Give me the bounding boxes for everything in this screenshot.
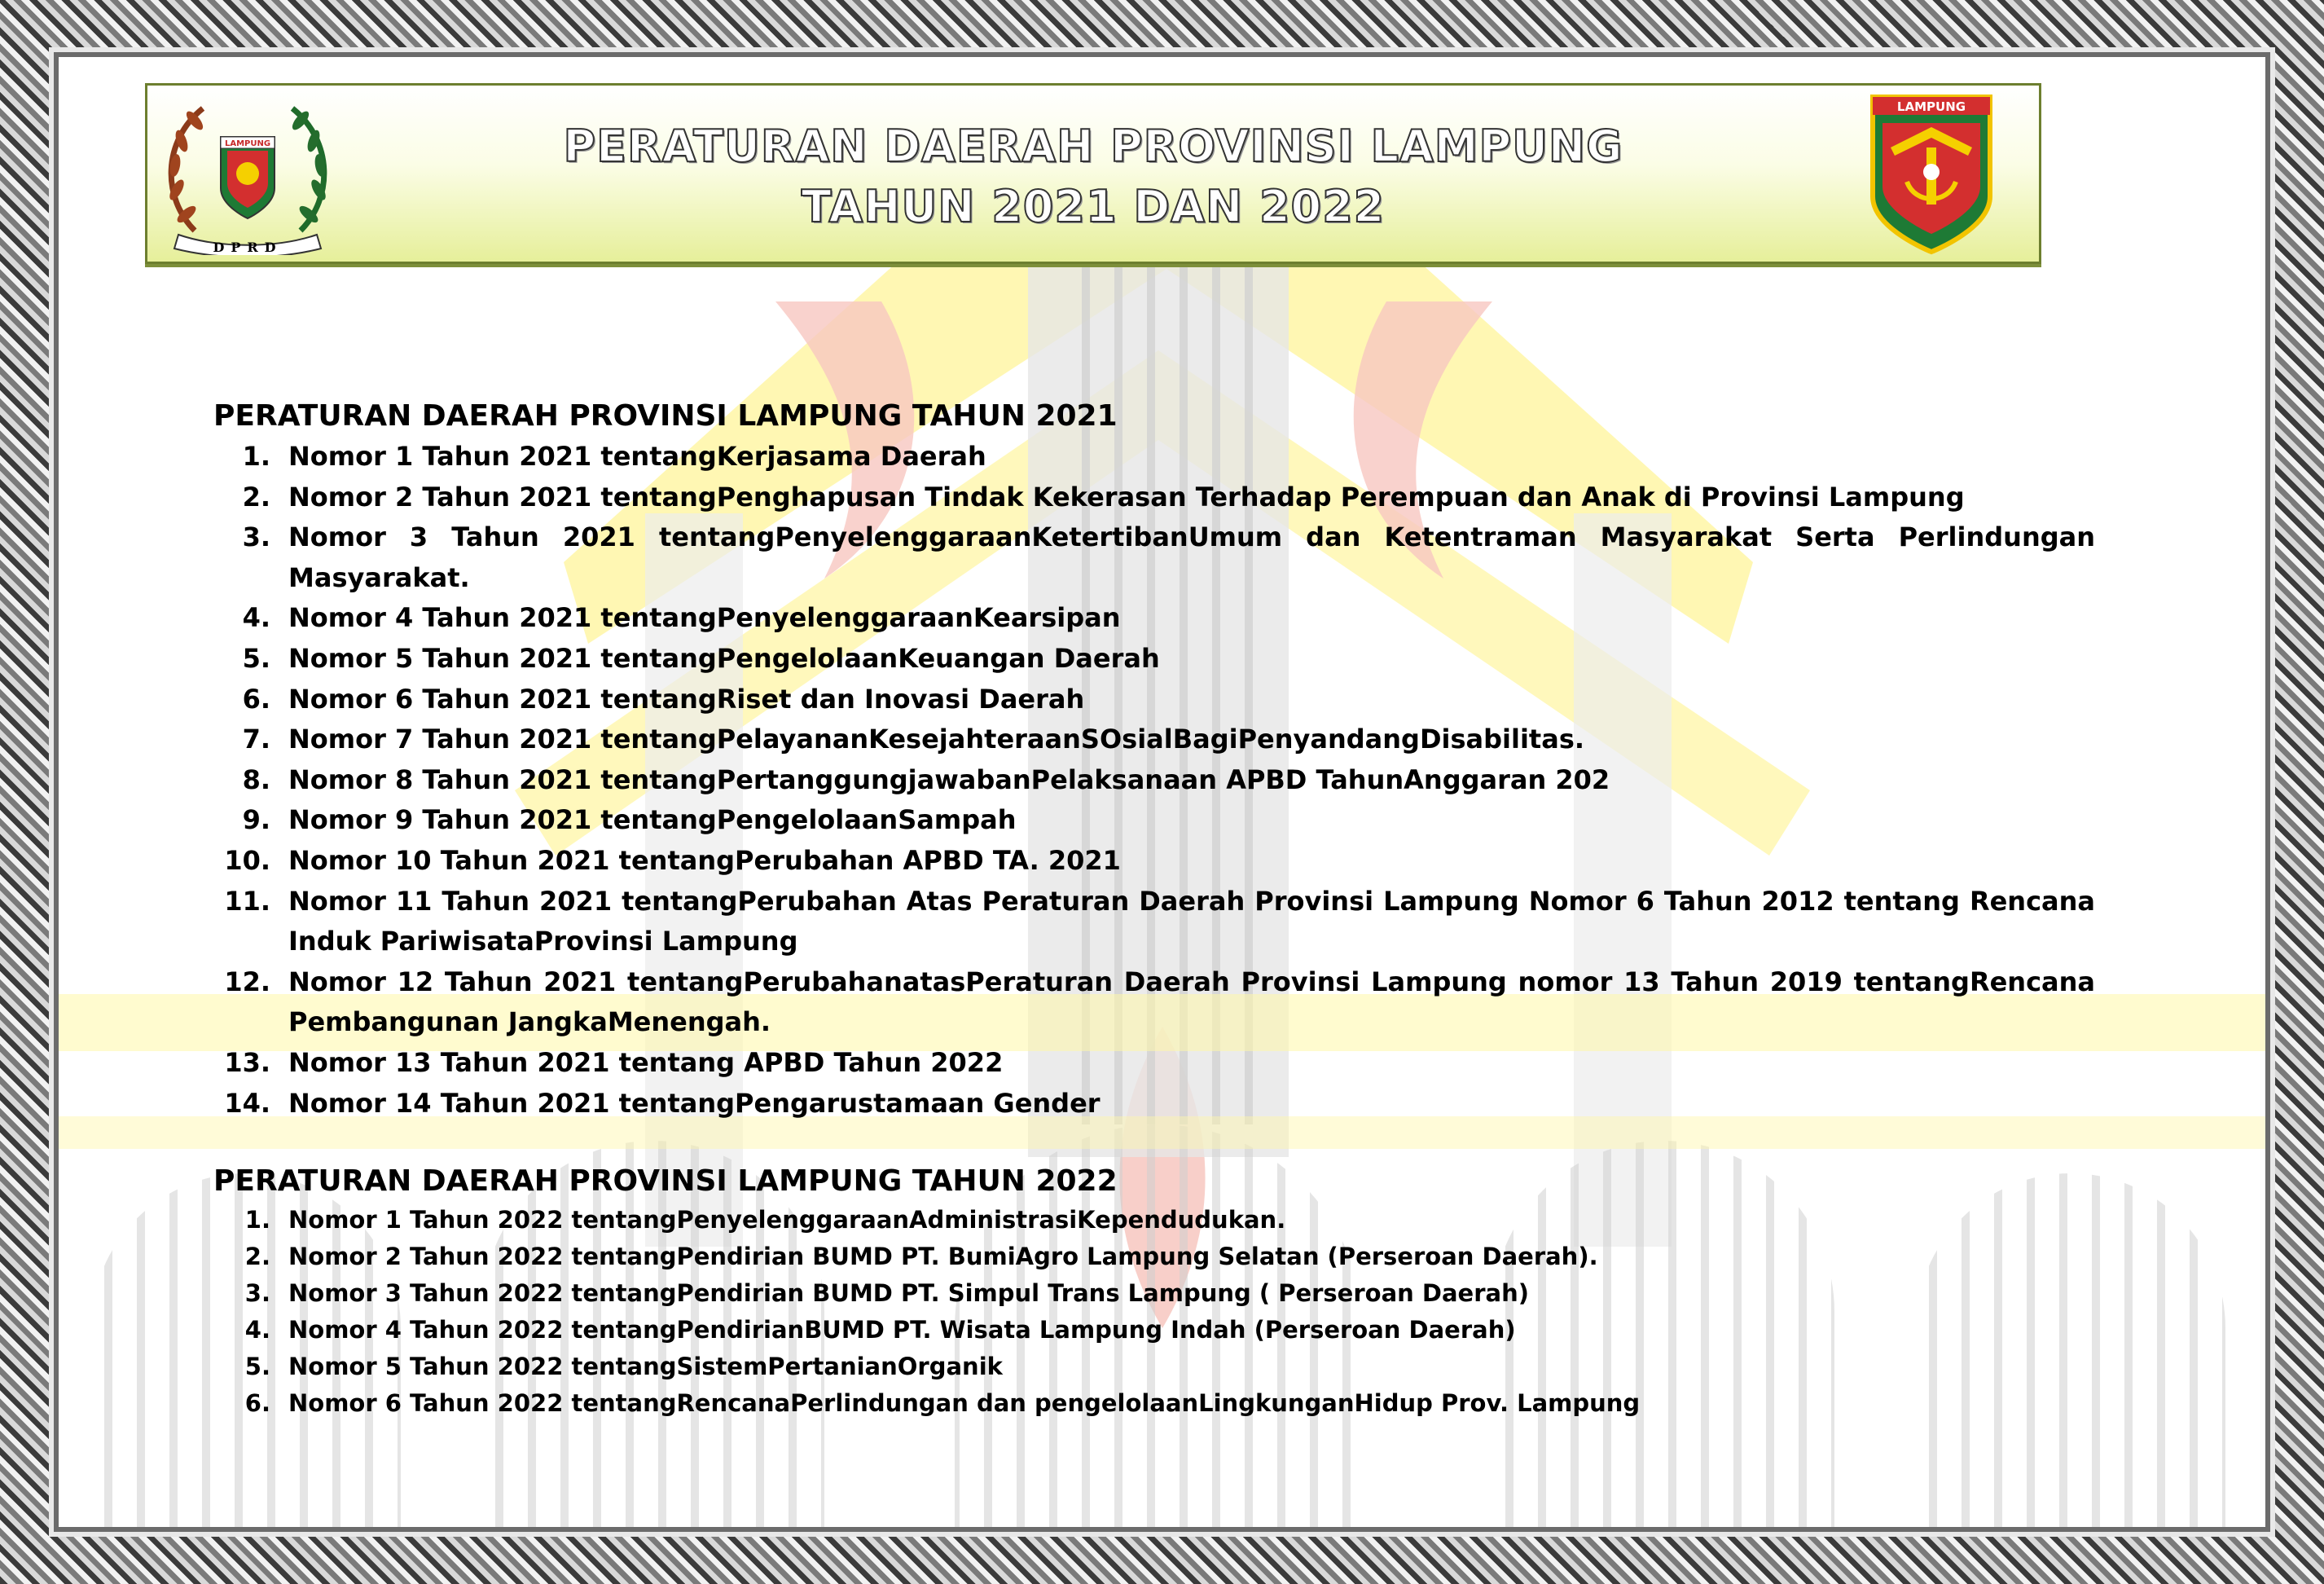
svg-text:DPRD: DPRD [213, 240, 283, 255]
svg-text:LAMPUNG: LAMPUNG [224, 139, 271, 148]
list-item: 5. Nomor 5 Tahun 2022 tentangSistemPertanianOrganik [244, 1353, 1003, 1381]
banner-title-line1: PERATURAN DAERAH PROVINSI LAMPUNG [563, 121, 1623, 172]
section-title-2022: PERATURAN DAERAH PROVINSI LAMPUNG TAHUN 2022 [213, 1164, 1118, 1199]
banner-title [147, 117, 2039, 237]
list-item: 3. Nomor 3 Tahun 2022 tentangPendirian BUMD PT. Simpul Trans Lampung ( Perseroan Daerah) [244, 1279, 1529, 1308]
lampung-emblem-icon [1866, 90, 1997, 257]
list-item: 5. Nomor 5 Tahun 2021 tentangPengelolaanKeuangan Daerah [242, 642, 1160, 674]
list-item: 14. Nomor 14 Tahun 2021 tentangPengarustamaan Gender [224, 1087, 1100, 1119]
list-item: 6. Nomor 6 Tahun 2022 tentangRencanaPerlindungan dan pengelolaanLingkunganHidup Prov. Lampung [244, 1389, 1641, 1418]
list-item: 13. Nomor 13 Tahun 2021 tentang APBD Tahun 2022 [224, 1046, 1004, 1078]
list-item: 8. Nomor 8 Tahun 2021 tentangPertanggungjawabanPelaksanaan APBD TahunAnggaran 202 [242, 763, 1610, 795]
list-item: 12. Nomor 12 Tahun 2021 tentangPerubahanatasPeraturan Daerah Provinsi Lampung nomor 13 Tahun 2019 tentangRencana Pembangunan JangkaMenengah. [224, 966, 2095, 1038]
regulation-list-2022 [213, 1202, 2095, 1422]
list-item: 1. Nomor 1 Tahun 2022 tentangPenyelenggaraanAdministrasiKependudukan. [244, 1206, 1286, 1234]
header-banner [145, 83, 2041, 264]
list-item: 6. Nomor 6 Tahun 2021 tentangRiset dan Inovasi Daerah [242, 683, 1085, 715]
list-item: 11. Nomor 11 Tahun 2021 tentangPerubahan Atas Peraturan Daerah Provinsi Lampung Nomor 6 Tahun 2012 tentang Rencana Induk PariwisataProvinsi Lampung [224, 885, 2095, 957]
list-item: 2. Nomor 2 Tahun 2022 tentangPendirian BUMD PT. BumiAgro Lampung Selatan (Perseroan Daerah). [244, 1243, 1598, 1271]
list-item: 4. Nomor 4 Tahun 2021 tentangPenyelenggaraanKearsipan [242, 602, 1121, 634]
list-item: 3. Nomor 3 Tahun 2021 tentangPenyelenggaraanKetertibanUmum dan Ketentraman Masyarakat Serta Perlindungan Masyarakat. [242, 521, 2095, 593]
banner-title-line2: TAHUN 2021 DAN 2022 [801, 181, 1386, 232]
list-item: 2. Nomor 2 Tahun 2021 tentangPenghapusan Tindak Kekerasan Terhadap Perempuan dan Anak di Provinsi Lampung [242, 481, 1965, 513]
section-title-2021: PERATURAN DAERAH PROVINSI LAMPUNG TAHUN 2021 [213, 399, 1118, 433]
regulation-content [213, 396, 2095, 1422]
list-item: 4. Nomor 4 Tahun 2022 tentangPendirianBUMD PT. Wisata Lampung Indah (Perseroan Daerah) [244, 1316, 1516, 1344]
svg-text:LAMPUNG: LAMPUNG [1896, 99, 1966, 114]
list-item: 1. Nomor 1 Tahun 2021 tentangKerjasama Daerah [242, 441, 986, 472]
list-item: 9. Nomor 9 Tahun 2021 tentangPengelolaanSampah [242, 804, 1017, 836]
regulation-list-2021 [213, 437, 2095, 1124]
list-item: 7. Nomor 7 Tahun 2021 tentangPelayananKesejahteraanSOsialBagiPenyandangDisabilitas. [242, 724, 1585, 755]
list-item: 10. Nomor 10 Tahun 2021 tentangPerubahan APBD TA. 2021 [224, 844, 1121, 876]
